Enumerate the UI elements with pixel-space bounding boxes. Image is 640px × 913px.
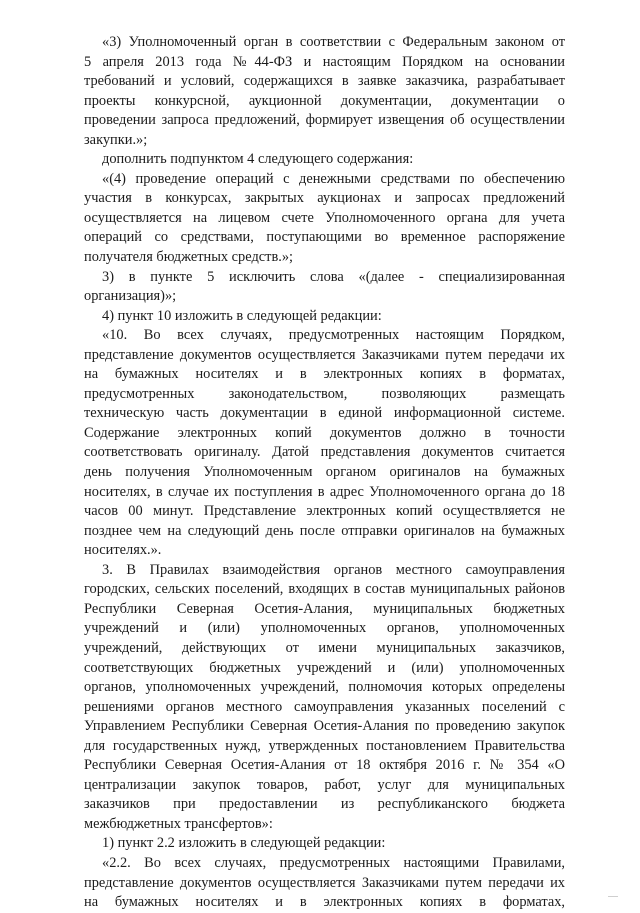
text-line: централизации закупок товаров, работ, услуг для муниципальных: [84, 776, 565, 793]
text-line: соответствовать оригиналу. Датой представления документов считается: [84, 444, 565, 461]
text-line: закупки.»;: [84, 131, 148, 148]
text-line: на бумажных носителях и в электронных копиях в форматах,: [84, 894, 565, 911]
text-line: 3. В Правилах взаимодействия органов местного самоуправления: [102, 561, 565, 578]
paragraph-p9: [84, 854, 565, 913]
text-line: 3) в пункте 5 исключить слова «(далее - специализированная: [102, 268, 565, 285]
text-line: участия в конкурсах, закрытых аукционах и запросах предложений: [84, 190, 565, 207]
text-line: 1) пункт 2.2 изложить в следующей редакции:: [102, 835, 386, 852]
text-line: на бумажных носителях и в электронных копиях в форматах,: [84, 366, 565, 383]
paragraph-p2: [84, 150, 565, 170]
text-line: позднее чем на следующий день после отправки оригиналов на бумажных: [84, 522, 565, 539]
paragraph-p8: [84, 834, 565, 854]
paragraph-p1: [84, 33, 565, 150]
text-line: заказчиков при предоставлении из республиканского бюджета: [84, 796, 565, 813]
text-line: день получения Уполномоченным органом оригиналов на бумажных: [84, 464, 565, 481]
text-line: «10. Во всех случаях, предусмотренных настоящим Порядком,: [102, 327, 565, 344]
text-line: техническую часть документации в единой информационной системе.: [84, 405, 565, 422]
text-line: для государственных нужд, утвержденных постановлением Правительства: [84, 737, 565, 754]
text-line: организация)»;: [84, 288, 177, 305]
text-line: Республики Северная Осетия-Алания, муниципальных бюджетных: [84, 600, 565, 617]
text-line: проекты конкурсной, аукционной документации, документации о: [84, 92, 565, 109]
text-line: носителях.».: [84, 542, 162, 559]
text-line: Республики Северная Осетия-Алания от 18 октября 2016 г. № 354 «О: [84, 757, 565, 774]
text-line: осуществляется на лицевом счете Уполномоченного органа для учета: [84, 209, 565, 226]
text-line: получателя бюджетных средств.»;: [84, 249, 294, 266]
text-line: учреждений, действующих от имени муниципальных заказчиков,: [84, 639, 565, 656]
text-line: дополнить подпунктом 4 следующего содержания:: [102, 151, 414, 168]
paragraph-p7: [84, 561, 565, 835]
text-line: представление документов осуществляется Заказчиками путем передачи их: [84, 346, 565, 363]
scan-mark: [608, 896, 618, 897]
text-line: 4) пункт 10 изложить в следующей редакции:: [102, 307, 382, 324]
text-line: операций со средствами, поступающими во временное распоряжение: [84, 229, 565, 246]
paragraph-p6: [84, 326, 565, 561]
text-line: часов 00 минут. Представление электронных копий осуществляется не: [84, 503, 565, 520]
text-line: предусмотренных законодательством, позволяющих размещать: [84, 385, 565, 402]
text-line: требований и условий, содержащихся в заявке заказчика, разрабатывает: [84, 73, 565, 90]
text-line: городских, сельских поселений, входящих в состав муниципальных районов: [84, 581, 565, 598]
text-line: межбюджетных трансфертов»:: [84, 815, 273, 832]
text-line: «2.2. Во всех случаях, предусмотренных настоящими Правилами,: [102, 854, 565, 871]
text-line: соответствующих бюджетных учреждений и (или) уполномоченных: [84, 659, 565, 676]
text-line: Содержание электронных копий документов должно в точности: [84, 424, 565, 441]
text-line: проведении запроса предложений, формирует извещения об осуществлении: [84, 112, 565, 129]
paragraph-p3: [84, 170, 565, 268]
text-line: Управлением Республики Северная Осетия-Алания по проведению закупок: [84, 718, 565, 735]
text-line: органов, уполномоченных учреждений, полномочия которых определены: [84, 679, 565, 696]
paragraph-p5: [84, 307, 565, 327]
text-line: 5 апреля 2013 года №44-ФЗ и настоящим Порядком на основании: [84, 53, 565, 70]
document-body: [84, 33, 565, 913]
text-line: «(4) проведение операций с денежными средствами по обеспечению: [102, 170, 565, 187]
text-line: носителях, в случае их поступления в адрес Уполномоченного органа до 18: [84, 483, 565, 500]
paragraph-p4: [84, 268, 565, 307]
text-line: учреждений и (или) уполномоченных органов, уполномоченных: [84, 620, 565, 637]
text-line: «3) Уполномоченный орган в соответствии с Федеральным законом от: [102, 34, 565, 50]
text-line: представление документов осуществляется Заказчиками путем передачи их: [84, 874, 565, 891]
text-line: решениями органов местного самоуправления указанных поселений с: [84, 698, 565, 715]
